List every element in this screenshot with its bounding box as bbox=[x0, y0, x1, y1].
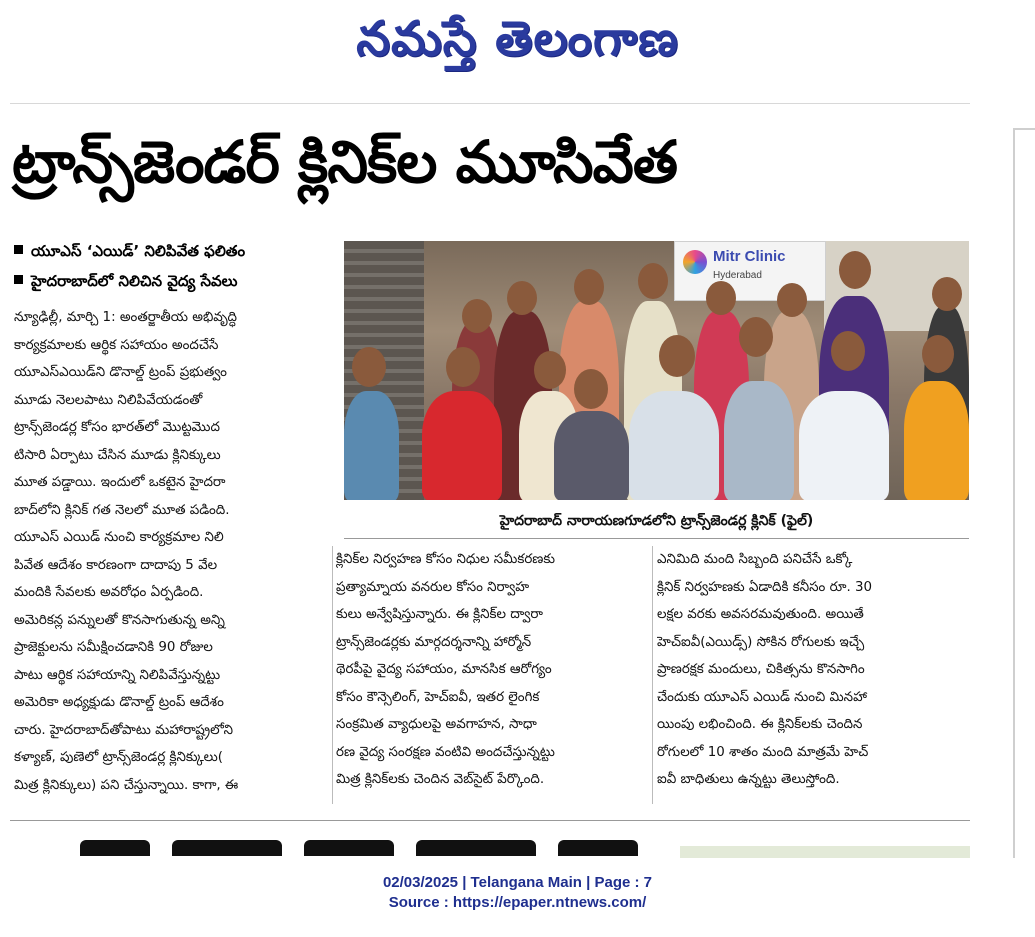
bullet-item bbox=[14, 266, 340, 296]
page-edge-corner bbox=[1013, 128, 1035, 130]
text-line: కళ్యాణ్, పుణెలో ట్రాన్స్‌జెండర్ల క్లినిక్కులు( bbox=[14, 750, 223, 765]
photo-person-head bbox=[352, 347, 386, 387]
footer-source: Source : https://epaper.ntnews.com/ bbox=[388, 894, 647, 911]
photo-person-head bbox=[507, 281, 537, 315]
photo-person-head bbox=[574, 269, 604, 305]
bullet-square-icon bbox=[14, 275, 23, 284]
page-edge-divider bbox=[1013, 128, 1015, 858]
photo-caption: హైదరాబాద్ నారాయణగూడలోని ట్రాన్స్‌జెండర్ల క్లినిక్ (ఫైల్) bbox=[499, 513, 814, 529]
text-line: సంక్రమిత వ్యాధులపై అవగాహన, సాధా bbox=[336, 717, 537, 732]
caption-divider bbox=[344, 538, 969, 539]
text-line: ప్రత్యామ్నాయ వనరుల కోసం నిర్వాహ bbox=[336, 579, 530, 595]
photo-person-head bbox=[839, 251, 871, 289]
text-line: కార్యక్రమాలకు ఆర్థిక సహాయం అందచేసే bbox=[14, 337, 219, 353]
bullet-item bbox=[14, 236, 340, 266]
bullet-text: హైదరాబాద్‌లో నిలిచిన వైద్య సేవలు bbox=[31, 272, 238, 290]
text-line: మూడు నెలలపాటు నిలిపివేయడంతో bbox=[14, 392, 203, 408]
article-end-divider bbox=[10, 820, 970, 821]
photo-person bbox=[554, 411, 629, 500]
bullet-text: యూఎస్ ‘ఎయిడ్’ నిలిపివేత ఫలితం bbox=[31, 242, 246, 260]
photo-person bbox=[422, 391, 502, 500]
text-line: ప్రాజెక్టులను సమీక్షించడానికి 90 రోజుల bbox=[14, 640, 213, 655]
photo-person bbox=[629, 391, 719, 500]
photo-person bbox=[799, 391, 889, 500]
page-footer bbox=[0, 873, 1035, 913]
next-article-box-cropped bbox=[680, 846, 970, 858]
masthead-divider bbox=[10, 103, 970, 104]
photo-person-head bbox=[739, 317, 773, 357]
article-column-1 bbox=[14, 304, 330, 799]
article-photo bbox=[344, 241, 969, 500]
photo-person-head bbox=[574, 369, 608, 409]
photo-person-head bbox=[777, 283, 807, 317]
column-divider bbox=[652, 546, 653, 804]
photo-person-head bbox=[462, 299, 492, 333]
text-line: హెచ్‌ఐవీ(ఎయిడ్స్) సోకిన రోగులకు ఇచ్చే bbox=[657, 634, 865, 650]
photo-person-head bbox=[932, 277, 962, 311]
photo-person-head bbox=[446, 347, 480, 387]
text-line: న్యూఢిల్లీ, మార్చి 1: అంతర్జాతీయ అభివృద్ధి bbox=[14, 310, 238, 325]
text-line: యూఎస్‌ఎయిడ్‌ని డొనాల్డ్ ట్రంప్ ప్రభుత్వం bbox=[14, 365, 227, 380]
text-line: అమెరికన్ల పన్నులతో కొనసాగుతున్న అన్ని bbox=[14, 612, 225, 628]
text-line: బాద్‌లోని క్లినిక్ గత నెలలో మూత పడింది. bbox=[14, 502, 230, 518]
text-line: టిసారి ఏర్పాటు చేసిన మూడు క్లినిక్కులు bbox=[14, 447, 221, 463]
sign-subtitle: Hyderabad bbox=[713, 270, 762, 281]
text-line: ట్రాన్స్‌జెండర్లకు మార్గదర్శనాన్ని హార్మోన్ bbox=[336, 634, 532, 650]
photo-person-head bbox=[922, 335, 954, 373]
text-line: యూఎస్ ఎయిడ్ నుంచి కార్యక్రమాల నిలి bbox=[14, 530, 224, 545]
article-headline: ట్రాన్స్‌జెండర్ క్లినిక్‌ల మూసివేత bbox=[12, 128, 678, 196]
text-line: ఎనిమిది మంది సిబ్బంది పనిచేసే ఒక్కో bbox=[657, 552, 853, 567]
text-line: క్లినిక్ నిర్వహణకు ఏడాదికి కనీసం రూ. 30 bbox=[657, 579, 873, 595]
text-line: మూత పడ్డాయి. ఇందులో ఒకటైన హైదరా bbox=[14, 475, 226, 490]
photo-person-head bbox=[659, 335, 695, 377]
column-divider bbox=[332, 546, 333, 804]
next-article-headline-cropped bbox=[80, 840, 680, 856]
bullet-square-icon bbox=[14, 245, 23, 254]
clinic-logo-icon bbox=[683, 250, 707, 274]
photo-person bbox=[724, 381, 794, 500]
text-line: పాటు ఆర్థిక సహాయాన్ని నిలిపివేస్తున్నట్టు bbox=[14, 667, 221, 683]
text-line: ప్రాణరక్షక మందులు, చికిత్సను కొనసాగిం bbox=[657, 662, 865, 677]
text-line: థెరపీపై వైద్య సహాయం, మానసిక ఆరోగ్యం bbox=[336, 662, 552, 677]
text-line: కులు అన్వేషిస్తున్నారు. ఈ క్లినిక్‌ల ద్వారా bbox=[336, 607, 543, 622]
sign-title: Mitr Clinic bbox=[713, 248, 786, 265]
text-line: పివేత ఆదేశం కారణంగా దాదాపు 5 వేల bbox=[14, 557, 218, 573]
photo-person-head bbox=[706, 281, 736, 315]
text-line: మందికి సేవలకు అవరోధం ఏర్పడింది. bbox=[14, 585, 204, 600]
text-line: లక్షల వరకు అవసరమవుతుంది. అయితే bbox=[657, 607, 864, 622]
text-line: కోసం కౌన్సెలింగ్, హెచ్‌ఐవీ, ఇతర లైంగిక bbox=[336, 689, 540, 705]
text-line: ట్రాన్స్‌జెండర్ల కోసం భారత్‌లో మొట్టమొద bbox=[14, 420, 220, 435]
text-line: అమెరికా అధ్యక్షుడు డొనాల్డ్ ట్రంప్ ఆదేశం bbox=[14, 695, 224, 710]
photo-person bbox=[344, 391, 399, 500]
photo-person-head bbox=[831, 331, 865, 371]
text-line: ఐవీ బాధితులు ఉన్నట్టు తెలుస్తోంది. bbox=[657, 772, 840, 787]
text-line: క్లినిక్‌ల నిర్వహణ కోసం నిధుల సమీకరణకు bbox=[336, 552, 555, 567]
photo-person bbox=[904, 381, 969, 500]
footer-date-page: 02/03/2025 | Telangana Main | Page : 7 bbox=[382, 874, 653, 891]
text-line: చేందుకు యూఎస్ ఎయిడ్ నుంచి మినహా bbox=[657, 689, 867, 705]
article-column-3 bbox=[657, 546, 969, 794]
text-line: రణ వైద్య సంరక్షణ వంటివి అందచేస్తున్నట్టు bbox=[336, 744, 555, 760]
text-line: యింపు లభించింది. ఈ క్లినిక్‌లకు చెందిన bbox=[657, 717, 863, 732]
masthead-logo: నమస్తే తెలంగాణ bbox=[356, 11, 679, 67]
subheading-bullets bbox=[14, 236, 340, 296]
text-line: రోగులలో 10 శాతం మంది మాత్రమే హెచ్ bbox=[657, 744, 869, 760]
text-line: మిత్ర క్లినిక్‌లకు చెందిన వెబ్‌సైట్ పేర్కొంది. bbox=[336, 772, 545, 787]
text-line: చారు. హైదరాబాద్‌తోపాటు మహారాష్ట్రలోని bbox=[14, 722, 234, 738]
article-column-2 bbox=[336, 546, 648, 794]
photo-person-head bbox=[638, 263, 668, 299]
text-line: మిత్ర క్లినిక్కులు) పని చేస్తున్నాయి. కాగా, ఈ bbox=[14, 777, 239, 793]
photo-person-head bbox=[534, 351, 566, 389]
